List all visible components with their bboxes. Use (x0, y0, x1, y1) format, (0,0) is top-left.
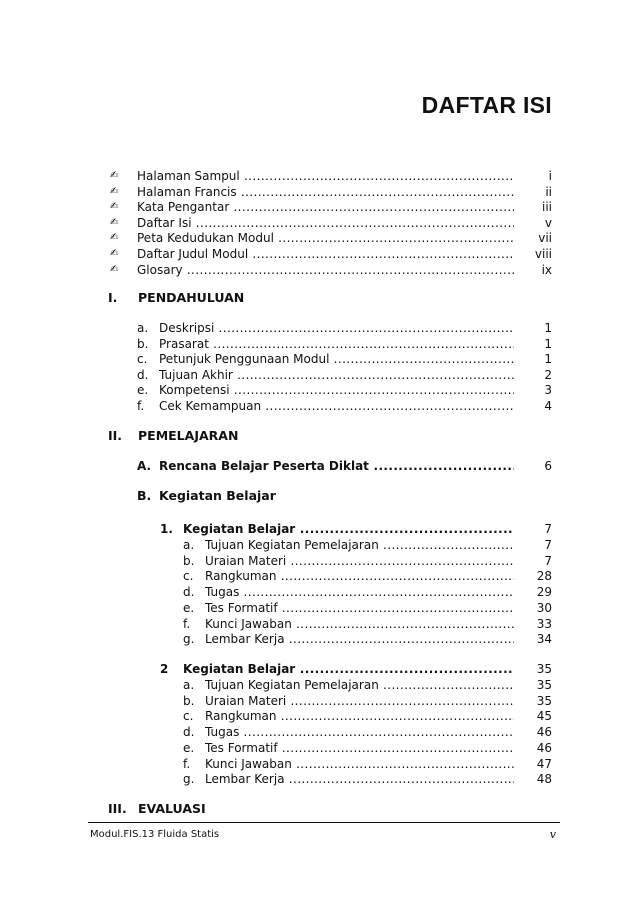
toc-entry-front[interactable] (110, 230, 552, 246)
toc-entry-kb1[interactable] (183, 616, 552, 632)
toc-entry-kb2[interactable] (183, 724, 552, 740)
entry-page: 3 (544, 383, 552, 398)
toc-entry-rencana[interactable] (137, 458, 552, 474)
toc-entry-pendahuluan[interactable] (137, 336, 552, 352)
entry-label: Tujuan Kegiatan Pemelajaran ..... (205, 677, 514, 693)
entry-letter: a. (183, 538, 195, 552)
entry-label: Daftar Isi ..... (137, 215, 514, 231)
entry-label: Kegiatan Belajar ..... (183, 521, 514, 537)
toc-entry-front[interactable] (110, 184, 552, 200)
entry-label: Deskripsi ..... (159, 320, 514, 336)
toc-entry-kb2[interactable] (183, 693, 552, 709)
toc-entry-kb2[interactable] (183, 771, 552, 787)
entry-label: Petunjuk Penggunaan Modul ..... (159, 351, 514, 367)
entry-page: 35 (536, 693, 552, 708)
toc-entry-pendahuluan[interactable] (137, 398, 552, 414)
entry-label: Tugas ..... (205, 724, 514, 740)
entry-letter: e. (183, 600, 195, 615)
entry-letter: d. (137, 367, 149, 382)
section-title: EVALUASI (138, 801, 206, 816)
entry-label: Tugas ..... (205, 584, 514, 600)
entry-page: 1 (544, 352, 552, 367)
entry-letter: e. (137, 383, 149, 398)
entry-page: 30 (536, 600, 552, 615)
entry-letter: f. (183, 756, 191, 771)
footer-divider (88, 822, 560, 823)
entry-letter: g. (183, 632, 195, 647)
toc-entry-front[interactable] (110, 199, 552, 215)
entry-page: iii (541, 200, 552, 215)
entry-letter: A. (137, 459, 152, 473)
toc-entry-pendahuluan[interactable] (137, 367, 552, 383)
entry-letter: a. (183, 678, 195, 692)
entry-page: ii (545, 184, 552, 199)
entry-letter: B. (137, 488, 152, 503)
writing-hand-icon: ✍ (110, 170, 119, 181)
toc-entry-pendahuluan[interactable] (137, 382, 552, 398)
toc-entry-pendahuluan[interactable] (137, 320, 552, 336)
writing-hand-icon: ✍ (110, 232, 119, 244)
entry-label: Kunci Jawaban ..... (205, 756, 514, 772)
entry-page: 48 (536, 772, 552, 787)
writing-hand-icon: ✍ (110, 263, 119, 275)
section-title: PENDAHULUAN (138, 290, 245, 305)
entry-page: 45 (536, 709, 552, 724)
toc-entry-kb2[interactable] (183, 740, 552, 756)
toc-entry-pendahuluan[interactable] (137, 351, 552, 367)
entry-letter: c. (137, 352, 148, 367)
entry-page: 7 (544, 522, 552, 536)
entry-page: 47 (536, 756, 552, 771)
entry-page: 34 (536, 632, 552, 647)
entry-label: Cek Kemampuan ..... (159, 398, 514, 414)
toc-entry-front[interactable] (110, 262, 552, 278)
entry-label: Kompetensi ..... (159, 382, 514, 398)
entry-label: Lembar Kerja ..... (205, 771, 514, 787)
entry-label: Glosary ..... (137, 262, 514, 278)
entry-letter: b. (137, 336, 149, 351)
toc-entry-kb2[interactable] (183, 677, 552, 693)
entry-page: 29 (536, 585, 552, 600)
entry-letter: c. (183, 709, 194, 724)
toc-entry-front[interactable] (110, 215, 552, 231)
entry-page: vii (538, 231, 552, 246)
entry-label: Rencana Belajar Peserta Diklat ..... (159, 458, 514, 474)
entry-page: 1 (544, 336, 552, 351)
entry-label: Uraian Materi ..... (205, 553, 514, 569)
toc-entry-kegiatan-2[interactable] (160, 661, 552, 677)
entry-label: Halaman Sampul ..... (137, 168, 514, 184)
writing-hand-icon: ✍ (110, 201, 119, 213)
entry-label: Daftar Judul Modul ..... (137, 246, 514, 262)
entry-label: Tujuan Kegiatan Pemelajaran ..... (205, 537, 514, 553)
toc-entry-front[interactable] (110, 246, 552, 262)
section-number: III. (108, 801, 127, 816)
entry-page: 28 (536, 569, 552, 584)
entry-label: Lembar Kerja ..... (205, 631, 514, 647)
entry-label: Peta Kedudukan Modul ..... (137, 230, 514, 246)
toc-entry-kb1[interactable] (183, 600, 552, 616)
toc-entry-kb1[interactable] (183, 568, 552, 584)
section-number: I. (108, 290, 118, 305)
entry-label: Rangkuman ..... (205, 568, 514, 584)
entry-page: 35 (536, 662, 552, 676)
entry-page: 2 (544, 367, 552, 382)
entry-page: 46 (536, 740, 552, 755)
entry-label: Kegiatan Belajar (159, 488, 276, 503)
entry-page: 4 (544, 399, 552, 413)
entry-letter: f. (137, 399, 145, 413)
entry-page: v (544, 215, 552, 230)
entry-number: 2 (160, 662, 169, 676)
entry-label: Prasarat ..... (159, 336, 514, 352)
entry-label: Rangkuman ..... (205, 708, 514, 724)
entry-label: Tes Formatif ..... (205, 740, 514, 756)
entry-label: Tujuan Akhir ..... (159, 367, 514, 383)
toc-entry-kb1[interactable] (183, 584, 552, 600)
footer-page-number: v (549, 828, 556, 841)
section-title: PEMELAJARAN (138, 428, 239, 443)
entry-letter: a. (137, 321, 149, 335)
writing-hand-icon: ✍ (110, 248, 119, 259)
page-title: DAFTAR ISI (421, 92, 552, 118)
toc-entry-kb2[interactable] (183, 708, 552, 724)
toc-entry-front[interactable] (110, 168, 552, 184)
entry-number: 1. (160, 522, 173, 536)
entry-letter: b. (183, 553, 195, 568)
entry-letter: d. (183, 585, 195, 600)
entry-page: i (548, 169, 552, 183)
entry-page: ix (541, 262, 552, 277)
entry-page: 35 (536, 678, 552, 692)
entry-label: Tes Formatif ..... (205, 600, 514, 616)
entry-page: 1 (544, 321, 552, 335)
entry-letter: c. (183, 569, 194, 584)
entry-label: Kegiatan Belajar ..... (183, 661, 514, 677)
writing-hand-icon: ✍ (110, 185, 119, 197)
toc-entry-kegiatan-1[interactable] (160, 521, 552, 537)
entry-page: 46 (536, 725, 552, 740)
writing-hand-icon: ✍ (110, 216, 119, 228)
entry-page: 7 (544, 553, 552, 568)
entry-letter: e. (183, 740, 195, 755)
entry-page: viii (534, 247, 552, 261)
entry-label: Kata Pengantar ..... (137, 199, 514, 215)
entry-label: Kunci Jawaban ..... (205, 616, 514, 632)
toc-entry-kb1[interactable] (183, 631, 552, 647)
toc-entry-kb1[interactable] (183, 553, 552, 569)
entry-label: Uraian Materi ..... (205, 693, 514, 709)
entry-letter: b. (183, 693, 195, 708)
entry-letter: f. (183, 616, 191, 631)
toc-entry-kb1[interactable] (183, 537, 552, 553)
entry-page: 33 (536, 616, 552, 631)
entry-page: 6 (544, 459, 552, 473)
toc-entry-kb2[interactable] (183, 756, 552, 772)
entry-letter: d. (183, 725, 195, 740)
entry-page: 7 (544, 538, 552, 552)
entry-label: Halaman Francis ..... (137, 184, 514, 200)
footer-module-label: Modul.FIS.13 Fluida Statis (90, 829, 220, 840)
entry-letter: g. (183, 772, 195, 787)
section-number: II. (108, 428, 123, 443)
